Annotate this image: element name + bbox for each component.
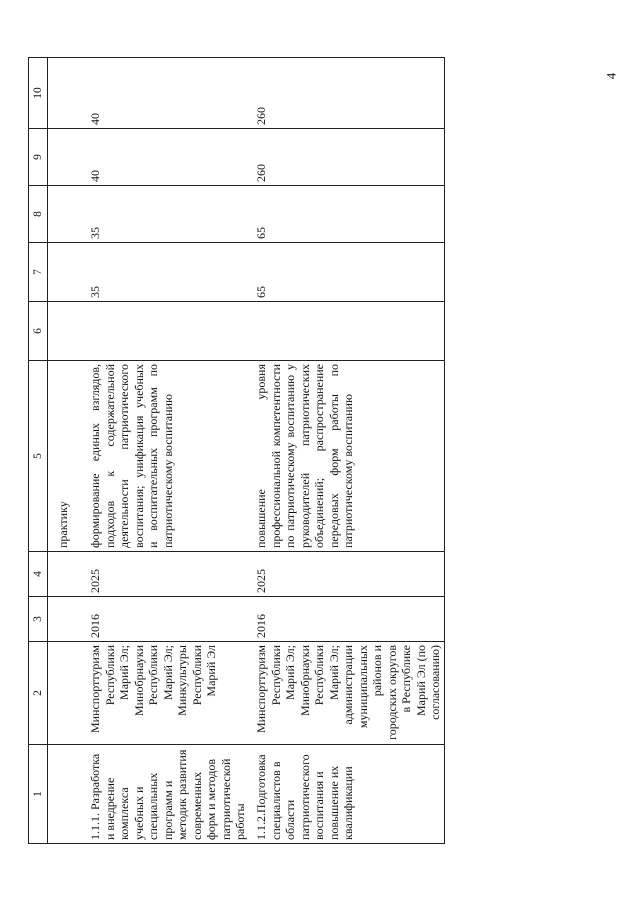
value-col-9: 260 [248, 129, 445, 186]
header-cell-5: 5 [29, 361, 48, 552]
header-cell-3: 3 [29, 597, 48, 642]
start-year: 2016 [82, 597, 248, 642]
executors: Минспорттуризм Республики Марий Эл; Минобрнауки Республики Марий Эл; Минкультуры Республики Марий Эл [82, 642, 248, 745]
table-row [82, 58, 248, 844]
header-cell-10: 10 [29, 58, 48, 129]
header-cell-6: 6 [29, 302, 48, 361]
executors: Минспорттуризм Республики Марий Эл; Минобрнауки Республики Марий Эл; администрации муниципальных районов и городских округов в Республике Марий Эл (по согласованию) [248, 642, 445, 745]
value-col-8: 65 [248, 186, 445, 243]
header-row [29, 58, 48, 844]
value-col-9: 40 [82, 129, 248, 186]
value-col-10: 260 [248, 58, 445, 129]
table-row [248, 58, 445, 844]
carry-over-text: практику [48, 361, 83, 552]
measure-name: 1.1.2.Подготовка специалистов в области патриотического воспитания и повышение их квалификации [248, 745, 445, 844]
program-table [28, 57, 445, 844]
header-cell-4: 4 [29, 552, 48, 597]
end-year: 2025 [82, 552, 248, 597]
page-number: 4 [603, 72, 619, 80]
value-col-7: 35 [82, 243, 248, 302]
end-year: 2025 [248, 552, 445, 597]
rotated-table-frame [28, 68, 588, 844]
header-cell-2: 2 [29, 642, 48, 745]
value-col-6 [82, 302, 248, 361]
measure-name: 1.1.1. Разработка и внедрение комплекса учебных и специальных программ и методик развития современных форм и методов патриотической работы [82, 745, 248, 844]
header-cell-9: 9 [29, 129, 48, 186]
value-col-6 [248, 302, 445, 361]
header-cell-1: 1 [29, 745, 48, 844]
header-cell-8: 8 [29, 186, 48, 243]
header-cell-7: 7 [29, 243, 48, 302]
start-year: 2016 [248, 597, 445, 642]
carry-over-row [48, 58, 83, 844]
value-col-10: 40 [82, 58, 248, 129]
expected-result: повышение уровня профессиональной компетентности по патриотическому воспитанию у руководителей патриотических объединений; распространение передовых форм работы по патриотическому воспитанию [248, 361, 445, 552]
value-col-8: 35 [82, 186, 248, 243]
value-col-7: 65 [248, 243, 445, 302]
expected-result: формирование единых взглядов, подходов к содержательной деятельности патриотического воспитания; унификация учебных и воспитательных программ по патриотическому воспитанию [82, 361, 248, 552]
